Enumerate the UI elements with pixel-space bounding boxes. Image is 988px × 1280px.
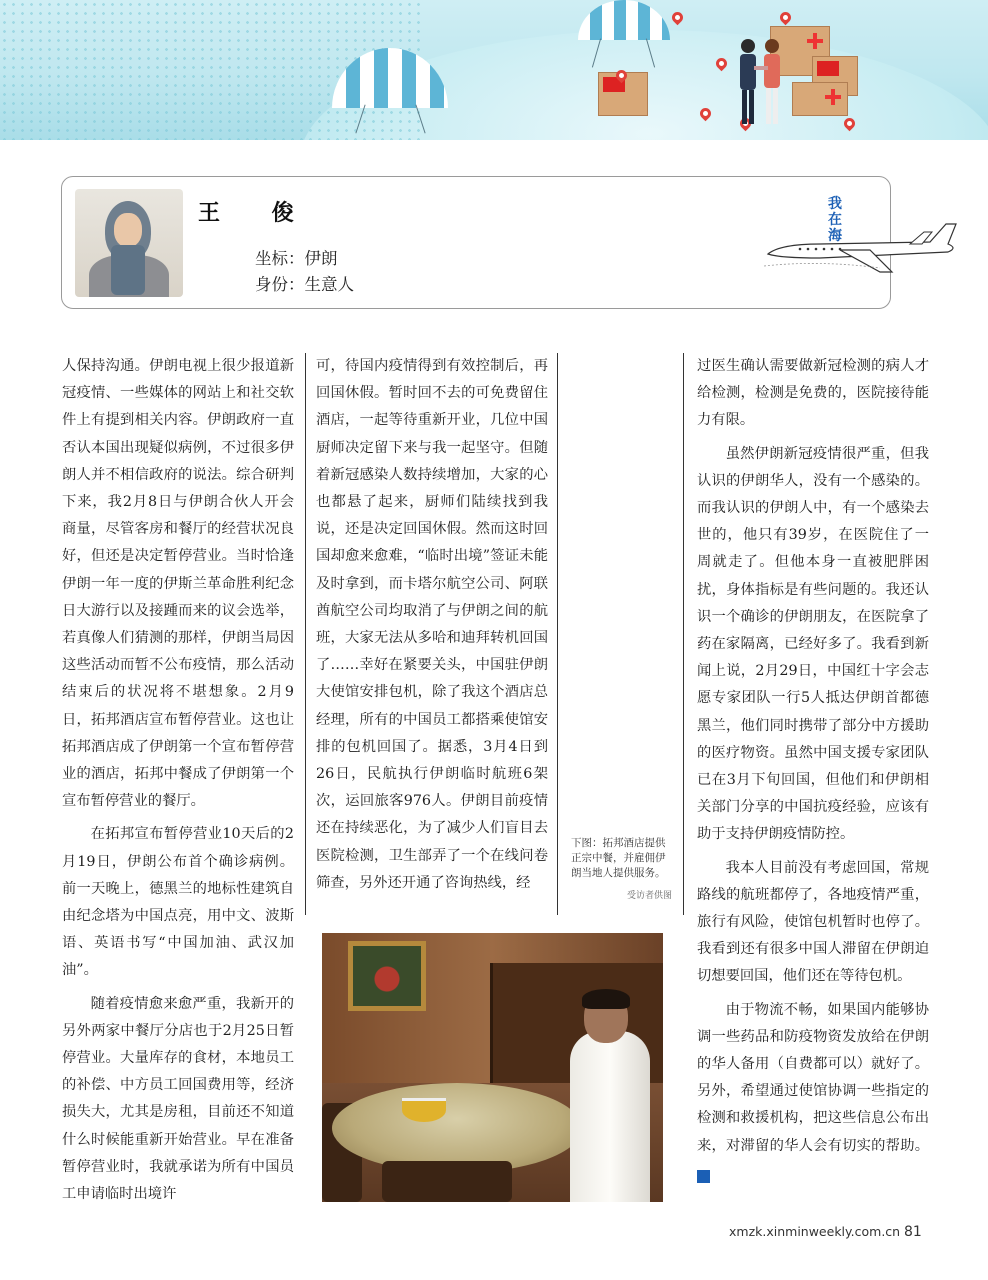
paragraph: 在拓邦宣布暂停营业10天后的2月19日，伊朗公布首个确诊病例。前一天晚上，德黑兰的地标性建筑自由纪念塔为中国点亮，用中文、波斯语、英语书写“中国加油、武汉加油”。 [62, 826, 294, 979]
profile-name: 王 俊 [198, 200, 316, 226]
round-dining-table [332, 1083, 582, 1173]
article-column-2 [316, 353, 548, 903]
paragraph: 我本人目前没有考虑回国，常规路线的航班都停了，各地疫情严重，旅行有风险，使馆包机暂时也停了。我看到还有很多中国人滞留在伊朗迫切想要回国，他们还在等待包机。 [697, 859, 929, 985]
photo-credit: 受访者供图 [626, 891, 672, 901]
airplane-icon [760, 220, 960, 276]
profile-location: 坐标：伊朗 [255, 249, 338, 268]
column-badge: 我 在 海 [828, 196, 842, 244]
column-divider [683, 353, 684, 915]
profile-identity: 身份：生意人 [255, 275, 354, 294]
parachute-icon [578, 0, 670, 40]
header-banner [0, 0, 988, 140]
aid-box-icon [792, 82, 848, 116]
location-pin-icon [778, 10, 794, 26]
article-column-3 [697, 353, 929, 1193]
wall-painting [348, 941, 426, 1011]
paragraph: 可，待国内疫情得到有效控制后，再回国休假。暂时回不去的可免费留住酒店，一起等待重新开业，几位中国厨师决定留下来与我一起坚守。但随着新冠感染人数持续增加，大家的心也都悬了起来，厨师们陆续找到我说，还是决定回国休假。然而这时回国却愈来愈难，“临时出境”签证未能及时拿到，而卡塔尔航空公司、阿联酋航空公司均取消了与伊朗之间的航班，大家无法从多哈和迪拜转机回国了……幸好在紧要关头，中国驻伊朗大使馆安排包机，除了我这个酒店总经理，所有的中国员工都搭乘使馆安排的包机回国了。据悉，3月4日到26日，民航执行伊朗临时航班6架次，运回旅客976人。伊朗目前疫情还在持续恶化，为了减少人们盲目去医院检测，卫生部弄了一个在线问卷筛查，另外还开通了咨询热线，经 [316, 358, 548, 891]
article-column-1 [62, 353, 294, 1214]
location-pin-icon [670, 10, 686, 26]
profile-photo [75, 189, 183, 297]
footer-website: xmzk.xinminweekly.com.cn [729, 1224, 901, 1239]
paragraph: 由于物流不畅，如果国内能够协调一些药品和防疫物资发放给在伊朗的华人备用（自费都可以）就好了。另外，希望通过使馆协调一些指定的检测和救援机构，把这些信息公布出来，对滞留的华人会有切实的帮助。民 [697, 1001, 929, 1181]
paragraph: 人保持沟通。伊朗电视上很少报道新冠疫情、一些媒体的网站上和社交软件上有提到相关内容。伊朗政府一直否认本国出现疑似病例，不过很多伊朗人并不相信政府的说法。综合研判下来，我2月8日与伊朗合伙人开会商量，尽管客房和餐厅的经营状况良好，但还是决定暂停营业。当时恰逢伊朗一年一度的伊斯兰革命胜利纪念日大游行以及接踵而来的议会选举，若真像人们猜测的那样，伊朗当局因这些活动而暂不公布疫情，那么活动结束后的状况将不堪想象。2月9日，拓邦酒店宣布暂停营业。这也让拓邦酒店成了伊朗第一个宣布暂停营业的酒店，拓邦中餐成了伊朗第一个宣布暂停营业的餐厅。 [62, 358, 294, 810]
photo-caption: 下图：拓邦酒店提供正宗中餐，并雇佣伊朗当地人提供服务。 [571, 837, 666, 879]
page-number: 81 [904, 1224, 922, 1240]
end-mark-icon: 民 [697, 1170, 710, 1183]
paragraph: 虽然伊朗新冠疫情很严重，但我认识的伊朗华人，没有一个感染的。而我认识的伊朗人中，有一个感染去世的，他只有39岁，在医院住了一周就走了。但他本身一直被肥胖困扰，身体指标是有些问题的。我还认识一个确诊的伊朗朋友，在医院拿了药在家隔离，已经好多了。我看到新闻上说，2月29日，中国红十字会志愿专家团队一行5人抵达伊朗首都德黑兰，他们同时携带了部分中方援助的医疗物资。虽然中国支援专家团队已在3月下旬回国，但他们和伊朗相关部门分享的中国抗疫经验，应该有助于支持伊朗疫情防控。 [697, 445, 929, 843]
people-illustration [730, 36, 790, 132]
restaurant-photo [322, 933, 663, 1202]
column-divider [557, 353, 558, 915]
paragraph: 过医生确认需要做新冠检测的病人才给检测，检测是免费的，医院接待能力有限。 [697, 358, 929, 429]
waiter-figure [570, 1031, 650, 1202]
paragraph: 随着疫情愈来愈严重，我新开的另外两家中餐厅分店也于2月25日暂停营业。大量库存的食材，本地员工的补偿、中方员工回国费用等，经济损失大，尤其是房租，目前还不知道什么时候能重新开始营业。早在准备暂停营业时，我就承诺为所有中国员工申请临时出境许 [62, 995, 294, 1203]
column-divider [305, 353, 306, 915]
